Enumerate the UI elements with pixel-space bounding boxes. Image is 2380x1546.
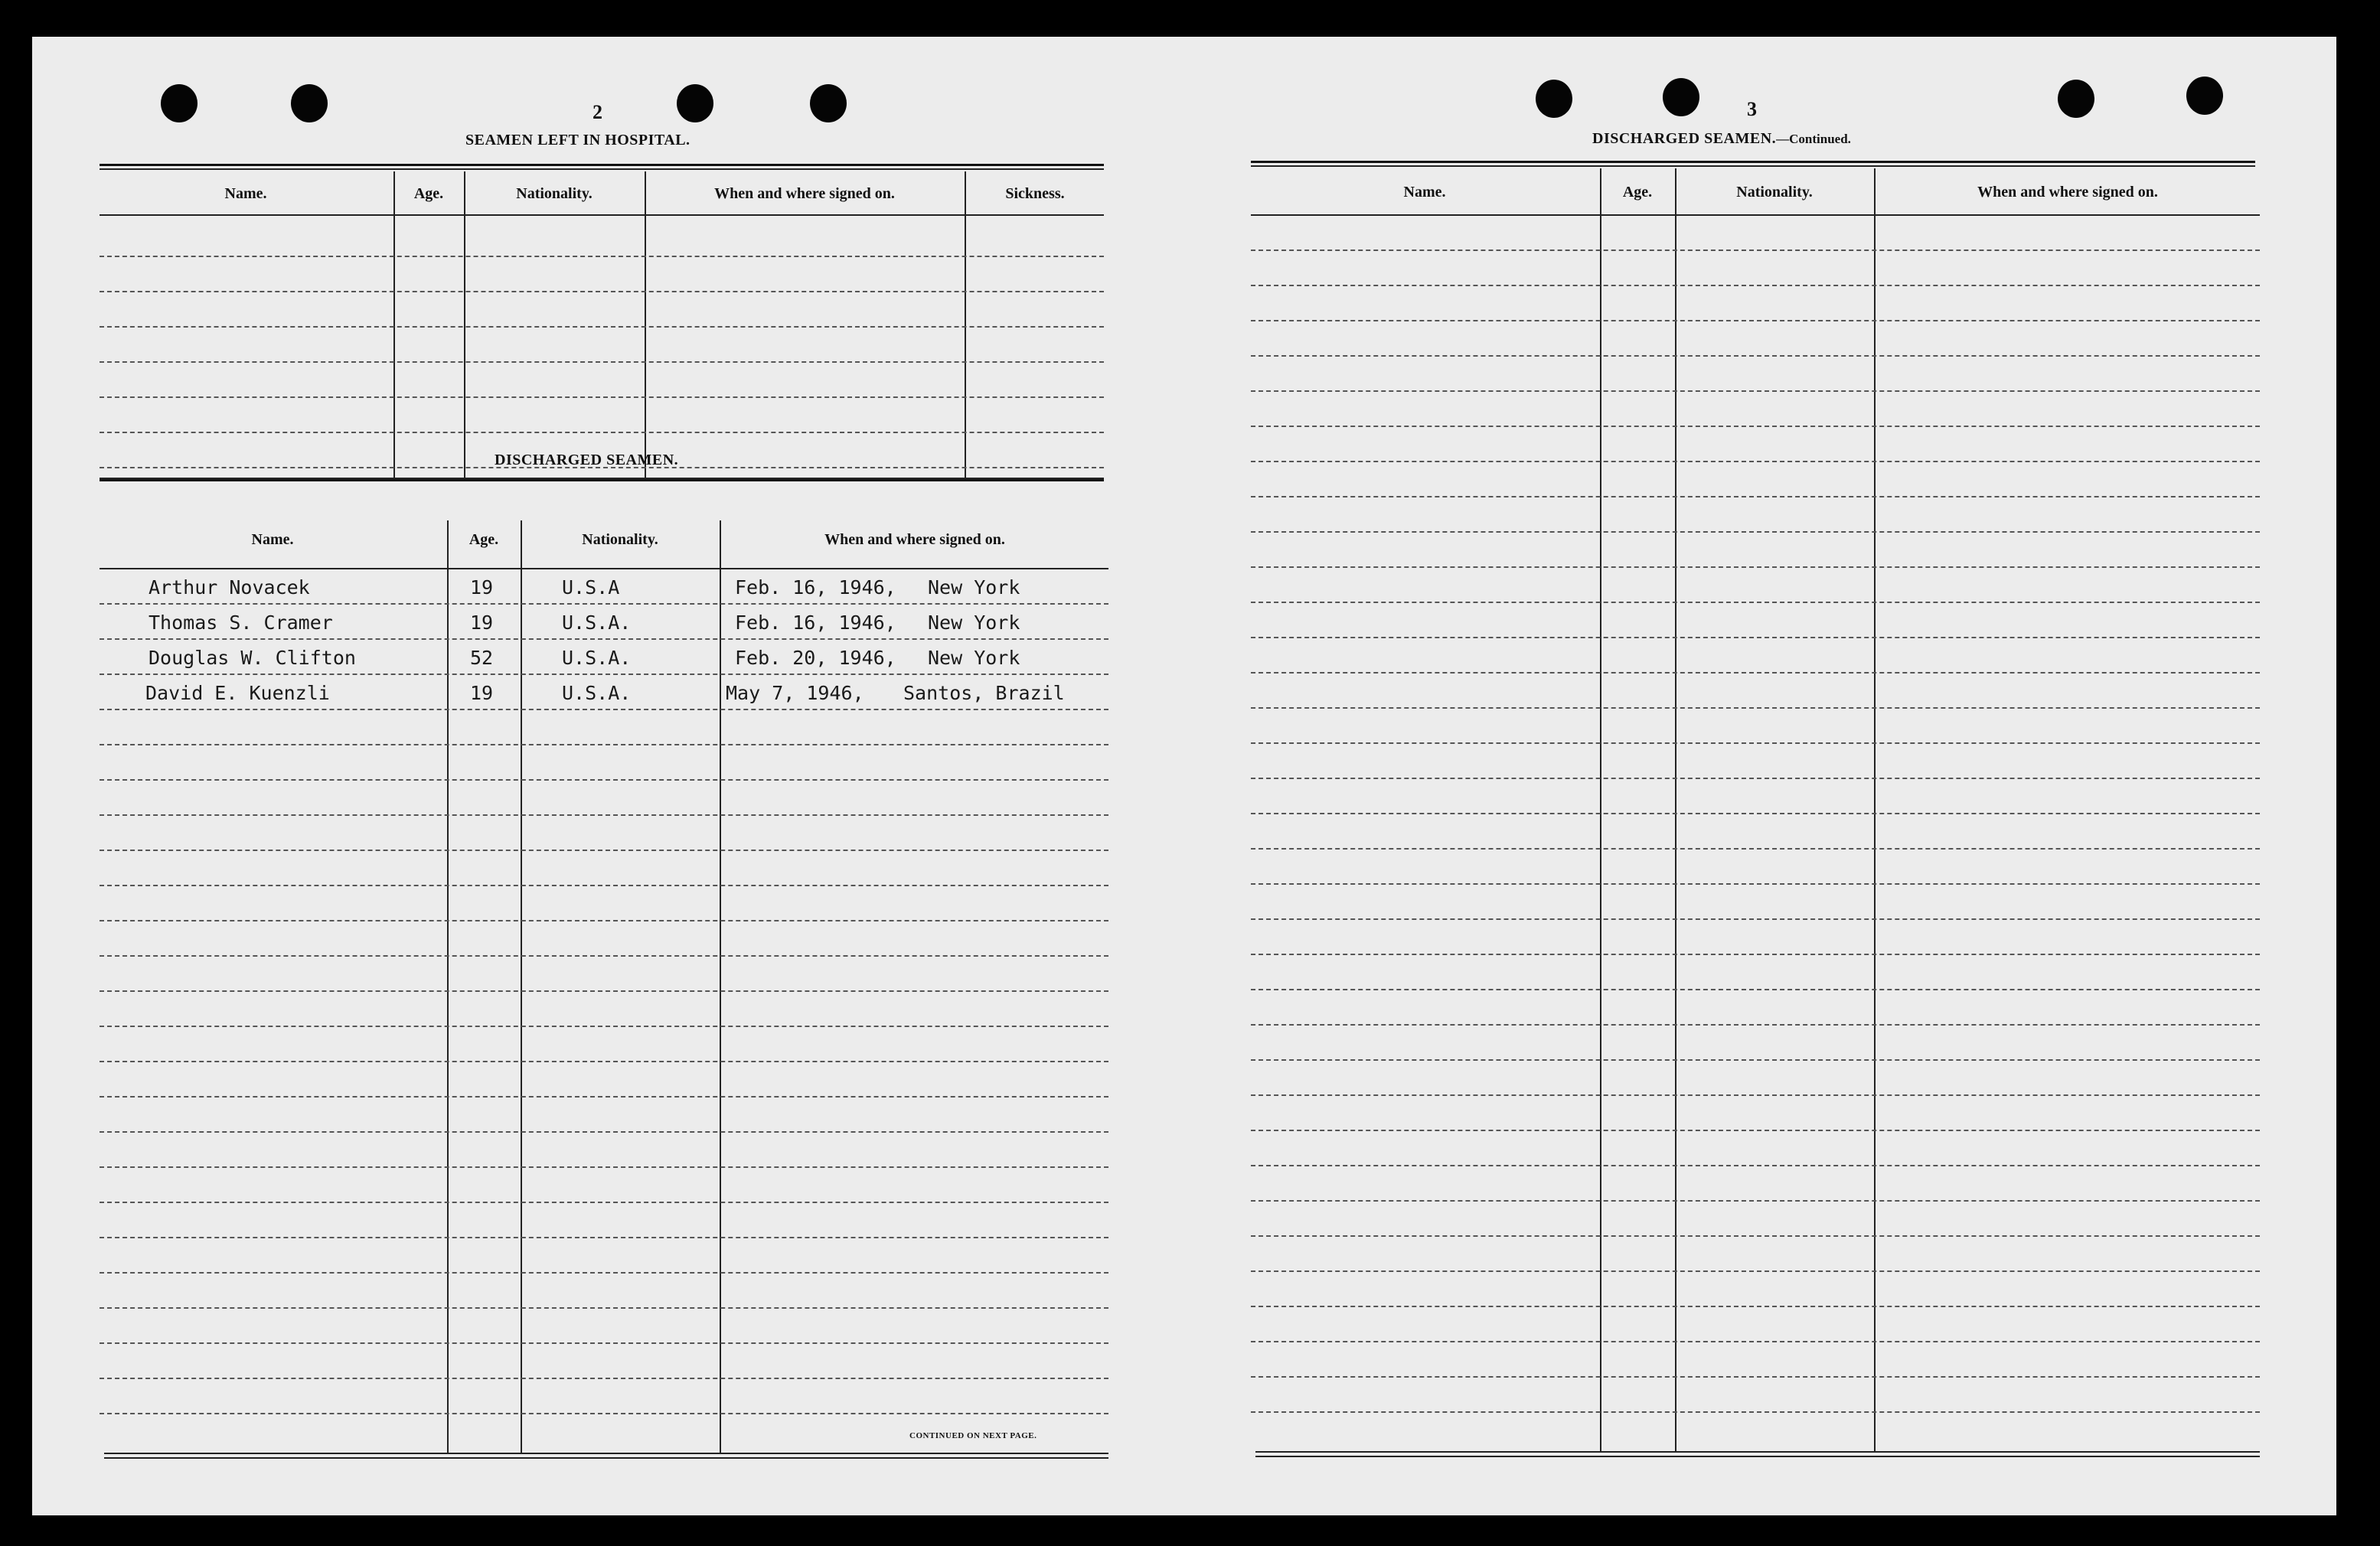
seaman-nationality: U.S.A.	[562, 612, 632, 634]
ruled-line	[1251, 496, 2260, 497]
double-rule	[100, 164, 1104, 166]
column-header-name: Name.	[251, 531, 294, 548]
seaman-name: David E. Kuenzli	[145, 682, 330, 704]
seaman-name: Thomas S. Cramer	[149, 612, 333, 634]
continued-note: CONTINUED ON NEXT PAGE.	[909, 1431, 1037, 1440]
ruled-line	[1251, 1200, 2260, 1202]
ruled-line	[100, 361, 1104, 363]
ruled-line	[100, 1237, 1108, 1238]
ruled-line	[1251, 1094, 2260, 1096]
ruled-line	[100, 1272, 1108, 1274]
ruled-line	[100, 1378, 1108, 1379]
ruled-line	[1251, 461, 2260, 462]
column-divider	[1600, 168, 1601, 1451]
ruled-line	[100, 432, 1104, 433]
ruled-line	[100, 1061, 1108, 1062]
table-row	[100, 640, 1108, 675]
ruled-line	[1251, 1341, 2260, 1342]
ruled-line	[1251, 1235, 2260, 1237]
ruled-line	[100, 674, 1108, 675]
signed-on-place: Santos, Brazil	[903, 682, 1065, 704]
ruled-line	[100, 814, 1108, 816]
double-rule	[100, 479, 1104, 481]
ruled-line	[1251, 1024, 2260, 1026]
seaman-name: Arthur Novacek	[149, 576, 310, 599]
punch-hole	[1536, 80, 1572, 118]
ruled-line	[100, 603, 1108, 605]
signed-on-date: May 7, 1946,	[726, 682, 864, 704]
table-bottom-rule	[1255, 1451, 2260, 1453]
table-row	[100, 675, 1108, 710]
ruled-line	[100, 256, 1104, 257]
ruled-line	[1251, 1306, 2260, 1307]
discharged-continued-title	[1592, 130, 1851, 148]
column-divider	[1675, 168, 1676, 1451]
column-header-signed-on: When and where signed on.	[1977, 184, 2158, 201]
column-header-nationality: Nationality.	[516, 185, 593, 202]
column-header-age: Age.	[413, 185, 444, 202]
seaman-nationality: U.S.A.	[562, 647, 632, 669]
ruled-line	[1251, 1411, 2260, 1413]
ruled-line	[1251, 637, 2260, 638]
column-header-name: Name.	[224, 185, 267, 202]
signed-on-date: Feb. 16, 1946,	[735, 612, 896, 634]
ruled-line	[100, 920, 1108, 921]
ruled-line	[1251, 778, 2260, 779]
column-header-signed-on: When and where signed on.	[824, 531, 1005, 548]
seaman-age: 52	[470, 647, 494, 669]
ruled-line	[1251, 390, 2260, 392]
table-bottom-rule	[1255, 1456, 2260, 1457]
ruled-line	[1251, 1130, 2260, 1131]
header-underline	[100, 214, 1104, 216]
ruled-line	[1251, 672, 2260, 674]
ruled-line	[1251, 954, 2260, 955]
double-rule	[100, 168, 1104, 170]
punch-hole	[2186, 77, 2223, 115]
ruled-line	[100, 709, 1108, 710]
ruled-line	[1251, 707, 2260, 709]
ruled-line	[100, 326, 1104, 328]
seaman-age: 19	[470, 576, 494, 599]
hospital-section-title: SEAMEN LEFT IN HOSPITAL.	[465, 132, 690, 148]
punch-hole	[161, 84, 198, 122]
seaman-nationality: U.S.A	[562, 576, 620, 599]
ruled-line	[100, 990, 1108, 992]
discharged-continued-table	[1251, 168, 2260, 1469]
ruled-line	[1251, 566, 2260, 568]
ruled-line	[1251, 848, 2260, 850]
ruled-line	[1251, 883, 2260, 885]
ruled-line	[100, 1131, 1108, 1133]
double-rule	[1251, 165, 2255, 167]
ruled-line	[100, 885, 1108, 886]
seaman-name: Douglas W. Clifton	[149, 647, 356, 669]
ruled-line	[100, 1202, 1108, 1203]
column-header-age: Age.	[1622, 184, 1653, 201]
hospital-table	[100, 171, 1104, 481]
ruled-line	[100, 1096, 1108, 1098]
signed-on-date: Feb. 20, 1946,	[735, 647, 896, 669]
ruled-line	[100, 850, 1108, 851]
ruled-line	[1251, 918, 2260, 920]
page-number: 3	[1747, 98, 1757, 120]
discharged-table	[100, 485, 1108, 1485]
column-header-name: Name.	[1403, 184, 1446, 201]
signed-on-place: New York	[928, 612, 1020, 634]
ruled-line	[1251, 320, 2260, 321]
table-row	[100, 569, 1108, 605]
seaman-nationality: U.S.A.	[562, 682, 632, 704]
punch-hole	[2058, 80, 2094, 118]
column-header-nationality: Nationality.	[1736, 184, 1813, 201]
ruled-line	[1251, 250, 2260, 251]
discharged-section-title: DISCHARGED SEAMEN.	[495, 452, 679, 468]
page-number: 2	[593, 101, 602, 123]
ruled-line	[1251, 742, 2260, 744]
seaman-age: 19	[470, 682, 494, 704]
ruled-line	[100, 1307, 1108, 1309]
ruled-line	[1251, 989, 2260, 990]
punch-hole	[810, 84, 847, 122]
title-text: DISCHARGED SEAMEN.	[1592, 130, 1777, 147]
ruled-line	[1251, 1270, 2260, 1272]
ruled-line	[1251, 1165, 2260, 1166]
table-bottom-rule	[104, 1457, 1108, 1459]
signed-on-date: Feb. 16, 1946,	[735, 576, 896, 599]
signed-on-place: New York	[928, 576, 1020, 599]
column-header-nationality: Nationality.	[582, 531, 658, 548]
ruled-line	[100, 1413, 1108, 1414]
ruled-line	[100, 396, 1104, 398]
column-header-sickness: Sickness.	[1005, 185, 1065, 202]
signed-on-place: New York	[928, 647, 1020, 669]
ruled-line	[100, 744, 1108, 745]
ruled-line	[1251, 531, 2260, 533]
ruled-line	[100, 1342, 1108, 1344]
ruled-line	[1251, 602, 2260, 603]
ruled-line	[1251, 355, 2260, 357]
ruled-line	[1251, 1059, 2260, 1061]
ruled-line	[1251, 285, 2260, 286]
ruled-line	[100, 955, 1108, 957]
table-bottom-rule	[104, 1453, 1108, 1454]
punch-hole	[1663, 78, 1699, 116]
ruled-line	[100, 291, 1104, 292]
column-divider	[1874, 168, 1876, 1451]
ruled-line	[100, 638, 1108, 640]
column-header-age: Age.	[468, 531, 499, 548]
punch-hole	[291, 84, 328, 122]
document-sheet	[32, 37, 2336, 1515]
title-suffix: —Continued.	[1776, 132, 1851, 146]
ruled-line	[1251, 1376, 2260, 1378]
double-rule	[1251, 161, 2255, 163]
ruled-line	[1251, 426, 2260, 427]
column-header-signed-on: When and where signed on.	[714, 185, 895, 202]
ruled-line	[100, 1026, 1108, 1027]
table-row	[100, 605, 1108, 640]
seaman-age: 19	[470, 612, 494, 634]
punch-hole	[677, 84, 713, 122]
header-underline	[1251, 214, 2260, 216]
ruled-line	[100, 1166, 1108, 1168]
ruled-line	[1251, 813, 2260, 814]
ruled-line	[100, 779, 1108, 781]
